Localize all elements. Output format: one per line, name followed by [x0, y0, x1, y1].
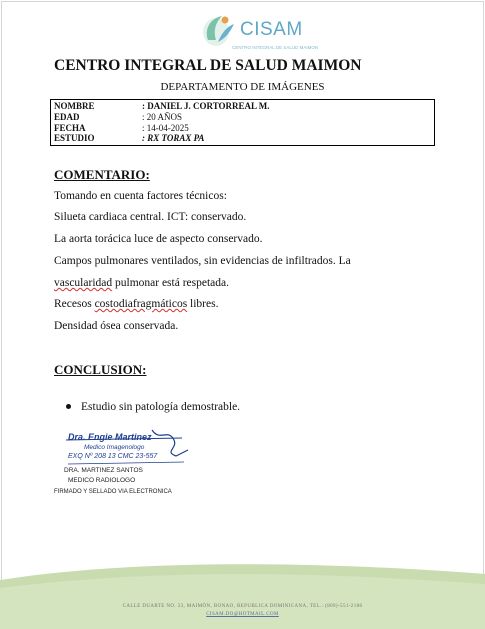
cisam-logo [196, 6, 319, 54]
info-value: : 20 AÑOS [142, 112, 183, 122]
conclusion-heading: CONCLUSION: [54, 362, 147, 377]
institution-title: CENTRO INTEGRAL DE SALUD MAIMON [54, 57, 362, 74]
stamp-exequatur: EXQ Nº 208 13 CMC 23-557 [68, 453, 158, 460]
footer-address: CALLE DUARTE NO. 33, MAIMÓN, BONAO, REPUBLICA DOMINICANA, TEL.: (809)-551-2186 [122, 604, 363, 609]
conclusion-item [66, 401, 240, 413]
signature-stamp [64, 426, 192, 466]
comment-text: pulmonar está respetada. [112, 277, 229, 289]
comment-line: Tomando en cuenta factores técnicos: [54, 190, 227, 202]
department-name: DEPARTAMENTO DE IMÁGENES [160, 81, 325, 93]
footer-wave-decoration [0, 560, 485, 629]
comentario-heading: COMENTARIO: [54, 167, 150, 182]
spellcheck-word: costodiafragmáticos [94, 298, 188, 310]
conclusion-text: Estudio sin patología demostrable. [81, 401, 241, 413]
patient-info-box [50, 99, 435, 146]
footer-email[interactable]: CISAM.DO@HOTMAIL.COM [206, 612, 279, 617]
logo-tagline: CENTRO INTEGRAL DE SALUD MAIMON [232, 45, 319, 50]
electronic-signature-note: FIRMADO Y SELLADO VIA ELECTRONICA [54, 489, 172, 495]
comment-line: Silueta cardiaca central. ICT: conservado. [54, 211, 247, 223]
info-label: FECHA [54, 123, 86, 133]
logo-mark-icon [198, 10, 238, 50]
info-label: EDAD [54, 112, 80, 122]
comment-line [54, 298, 218, 310]
comment-text: libres. [187, 298, 219, 310]
logo-brand-text: CISAM [240, 19, 303, 40]
page-border [1, 1, 484, 629]
comment-line: Campos pulmonares ventilados, sin evidencias de infiltrados. La [54, 255, 351, 267]
signer-name: DRA. MARTINEZ SANTOS [64, 467, 143, 474]
info-label: ESTUDIO [54, 133, 95, 143]
info-value: : RX TORAX PA [142, 133, 205, 143]
info-label: NOMBRE [54, 101, 95, 111]
comment-line: Densidad ósea conservada. [54, 320, 179, 332]
comment-text: Recesos [54, 298, 95, 310]
signer-title: MEDICO RADIOLOGO [68, 477, 136, 484]
info-value: : 14-04-2025 [142, 123, 189, 133]
comment-line: La aorta torácica luce de aspecto conservado. [54, 233, 263, 245]
stamp-name: Dra. Engie Martinez [68, 432, 152, 442]
spellcheck-word: vascularidad [54, 277, 113, 289]
stamp-role: Medico Imagenologo [84, 444, 145, 451]
bullet-icon [66, 404, 71, 409]
comment-line [54, 277, 229, 289]
info-value: : DANIEL J. CORTORREAL M. [142, 101, 270, 111]
